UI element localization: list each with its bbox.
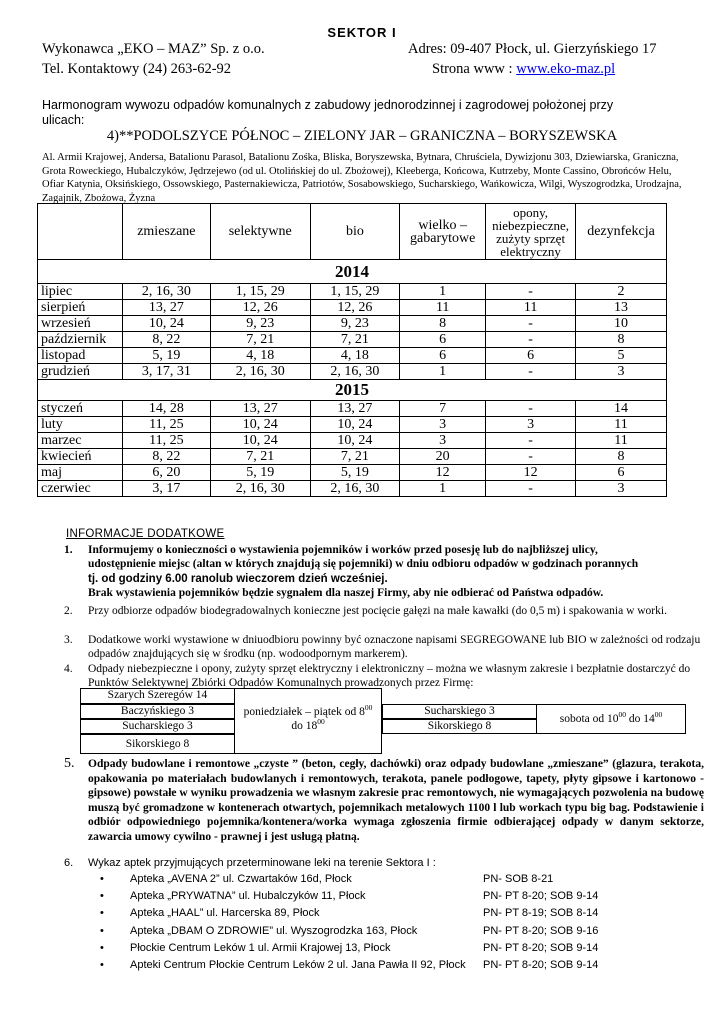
table-row xyxy=(38,300,667,316)
disinfection-cell: 11 xyxy=(576,417,667,433)
pszok-location: Sikorskiego 8 xyxy=(80,734,235,754)
bio-cell: 1, 15, 29 xyxy=(310,284,400,300)
hazardous-cell: - xyxy=(486,332,576,348)
hazardous-cell: - xyxy=(486,284,576,300)
selective-cell: 10, 24 xyxy=(210,433,310,449)
item-number: 4. xyxy=(64,663,73,675)
bio-cell: 2, 16, 30 xyxy=(310,364,400,380)
item-1-line-c: tj. od godziny 6.00 ranolub wieczorem dzień wcześniej. xyxy=(88,572,388,585)
item-2-text: Przy odbiorze odpadów biodegradowalnych konieczne jest pocięcie gałęzi na małe kawałki (do 0,5 m) i spakowania w worki. xyxy=(88,605,667,617)
pharmacy-item xyxy=(100,888,620,905)
selective-cell: 1, 15, 29 xyxy=(210,284,310,300)
mixed-cell: 3, 17 xyxy=(122,481,210,497)
selective-cell: 13, 27 xyxy=(210,401,310,417)
disinfection-cell: 14 xyxy=(576,401,667,417)
pharmacy-hours: PN- PT 8-20; SOB 9-14 xyxy=(483,890,599,903)
pszok-location: Sucharskiego 3 xyxy=(80,719,235,734)
selective-cell: 4, 18 xyxy=(210,348,310,364)
item-1-line-b: udostępnienie miejsc (altan w których znajdują się pojemniki) w dniu odbioru odpadów w godzinach porannych xyxy=(88,558,639,571)
disinfection-cell: 5 xyxy=(576,348,667,364)
pharmacy-name: Apteka „HAAL” ul. Harcerska 89, Płock xyxy=(130,907,320,920)
hazardous-cell: 6 xyxy=(486,348,576,364)
pharmacy-item xyxy=(100,871,620,888)
info-item-6 xyxy=(64,856,704,870)
bulky-cell: 6 xyxy=(400,348,486,364)
intro-line-1: Harmonogram wywozu odpadów komunalnych z zabudowy jednorodzinnej i zagrodowej położonej przy xyxy=(42,98,614,112)
header-month xyxy=(38,204,123,260)
pszok-location: Szarych Szeregów 14 xyxy=(80,688,235,704)
mixed-cell: 10, 24 xyxy=(122,316,210,332)
disinfection-cell: 8 xyxy=(576,332,667,348)
pharmacy-name: Apteka „PRYWATNA” ul. Hubalczyków 11, Płock xyxy=(130,890,366,903)
header-mixed: zmieszane xyxy=(122,204,210,260)
disinfection-cell: 2 xyxy=(576,284,667,300)
hazardous-cell: 12 xyxy=(486,465,576,481)
item-number: 5. xyxy=(64,756,75,771)
bulky-cell: 1 xyxy=(400,364,486,380)
month-cell: maj xyxy=(38,465,123,481)
table-row xyxy=(38,284,667,300)
mixed-cell: 5, 19 xyxy=(122,348,210,364)
pharmacy-name: Apteki Centrum Płockie Centrum Leków 2 ul. Jana Pawła II 92, Płock xyxy=(130,959,466,971)
month-cell: październik xyxy=(38,332,123,348)
bio-cell: 13, 27 xyxy=(310,401,400,417)
bio-cell: 2, 16, 30 xyxy=(310,481,400,497)
contact-phone: Tel. Kontaktowy (24) 263-62-92 xyxy=(42,61,232,77)
bulky-cell: 7 xyxy=(400,401,486,417)
selective-cell: 2, 16, 30 xyxy=(210,364,310,380)
bullet-icon: • xyxy=(100,941,104,954)
pszok-location: Baczyńskiego 3 xyxy=(80,704,235,719)
info-item-1 xyxy=(64,543,704,600)
disinfection-cell: 13 xyxy=(576,300,667,316)
bulky-cell: 8 xyxy=(400,316,486,332)
table-row xyxy=(38,316,667,332)
header-selective: selektywne xyxy=(210,204,310,260)
disinfection-cell: 8 xyxy=(576,449,667,465)
bio-cell: 12, 26 xyxy=(310,300,400,316)
header-bio: bio xyxy=(310,204,400,260)
selective-cell: 10, 24 xyxy=(210,417,310,433)
info-item-4 xyxy=(64,662,704,691)
pharmacy-name: Płockie Centrum Leków 1 ul. Armii Krajowej 13, Płock xyxy=(130,941,391,954)
hazardous-cell: - xyxy=(486,449,576,465)
info-item-3 xyxy=(64,633,704,662)
bullet-icon: • xyxy=(100,907,104,920)
mixed-cell: 11, 25 xyxy=(122,433,210,449)
bullet-icon: • xyxy=(100,873,104,885)
sector-title: SEKTOR I xyxy=(327,25,397,40)
collection-schedule-table xyxy=(37,203,667,497)
bulky-cell: 12 xyxy=(400,465,486,481)
item-1-line-a: Informujemy o konieczności o wystawienia pojemników i worków przed posesję lub do najbliższej ulicy, xyxy=(88,544,598,556)
pszok-saturday-hours: sobota od $10^{00}$ do $14^{00}$ xyxy=(536,704,686,734)
month-cell: wrzesień xyxy=(38,316,123,332)
bio-cell: 4, 18 xyxy=(310,348,400,364)
table-row xyxy=(38,449,667,465)
item-number: 3. xyxy=(64,634,73,646)
bulky-cell: 11 xyxy=(400,300,486,316)
website-link[interactable]: www.eko-maz.pl xyxy=(516,61,616,77)
year-label: 2015 xyxy=(38,380,667,401)
disinfection-cell: 3 xyxy=(576,364,667,380)
hazardous-cell: - xyxy=(486,433,576,449)
bulky-cell: 6 xyxy=(400,332,486,348)
month-cell: sierpień xyxy=(38,300,123,316)
hazardous-cell: 11 xyxy=(486,300,576,316)
pszok-location: Sikorskiego 8 xyxy=(382,719,537,734)
disinfection-cell: 10 xyxy=(576,316,667,332)
bio-cell: 10, 24 xyxy=(310,417,400,433)
month-cell: listopad xyxy=(38,348,123,364)
bulky-cell: 1 xyxy=(400,284,486,300)
table-row xyxy=(38,433,667,449)
bio-cell: 9, 23 xyxy=(310,316,400,332)
bio-cell: 7, 21 xyxy=(310,449,400,465)
pharmacy-hours: PN- PT 8-20; SOB 9-14 xyxy=(483,959,599,971)
disinfection-cell: 3 xyxy=(576,481,667,497)
bio-cell: 10, 24 xyxy=(310,433,400,449)
pharmacy-hours: PN- PT 8-20; SOB 9-14 xyxy=(483,941,599,954)
month-cell: marzec xyxy=(38,433,123,449)
hazardous-cell: - xyxy=(486,481,576,497)
mixed-cell: 11, 25 xyxy=(122,417,210,433)
item-5-text: Odpady budowlane i remontowe „czyste ” (beton, cegły, dachówki) oraz odpady budowlane „zmieszane” (glazura, terakota, opakowania po materiałach budowlanych i remontowych, terakota, panele podłogowe, tapety, płyty gipsowe i kartonowo - gipsowe) powstałe w wyniku prowadzenia we własnym zakresie prac remontowych, nie wymagających pozwolenia na budowę muszą być gromadzone w kontenerach otwartych, pojemnikach metalowych 1100 l lub workach typu big bag. Podstawienie i odbiór odpowiedniego pojemnika/kontenera/worka wymaga zgłoszenia firmie odbierającej odpady w danym sektorze, zawarcia umowy cywilno - prawnej i jest usługą płatną. xyxy=(88,758,704,843)
selective-cell: 7, 21 xyxy=(210,332,310,348)
item-1-line-d: Brak wystawienia pojemników będzie sygnałem dla naszej Firmy, aby nie odbierać od Państwa odpadów. xyxy=(88,586,604,599)
pszok-location: Sucharskiego 3 xyxy=(382,704,537,719)
header-disinfection: dezynfekcja xyxy=(576,204,667,260)
pharmacy-item xyxy=(100,923,620,940)
hazardous-cell: - xyxy=(486,316,576,332)
pharmacy-hours: PN- PT 8-20; SOB 9-16 xyxy=(483,924,599,937)
route-title: 4)**PODOLSZYCE PÓŁNOC – ZIELONY JAR – GRANICZNA – BORYSZEWSKA xyxy=(106,128,618,144)
pharmacy-item xyxy=(100,905,620,922)
hazardous-cell: 3 xyxy=(486,417,576,433)
bulky-cell: 1 xyxy=(400,481,486,497)
item-number: 1. xyxy=(64,544,73,556)
month-cell: kwiecień xyxy=(38,449,123,465)
table-row xyxy=(38,364,667,380)
month-cell: grudzień xyxy=(38,364,123,380)
table-header-row xyxy=(38,204,667,260)
info-title: INFORMACJE DODATKOWE xyxy=(66,528,225,540)
month-cell: lipiec xyxy=(38,284,123,300)
mixed-cell: 14, 28 xyxy=(122,401,210,417)
item-4-text: Odpady niebezpieczne i opony, zużyty sprzęt elektryczny i elektroniczny – można we własnym zakresie i bezpłatnie dostarczyć do Punktów Selektywnej Zbiórki Odpadów Komunalnych prowadzonych przez Firmę: xyxy=(88,663,691,690)
month-cell: czerwiec xyxy=(38,481,123,497)
bio-cell: 7, 21 xyxy=(310,332,400,348)
street-list: Al. Armii Krajowej, Andersa, Batalionu Parasol, Batalionu Zośka, Bliska, Boryszewska, Bytnara, Chruściela, Dywizjonu 303, Dziewiarska, Graniczna, Grota Roweckiego, Hubalczyków, Jędrzejewo (od ul. Otolińskiej do ul. Zbożowej), Kleeberga, Końcowa, Kutrzeby, Monte Cassino, Obrońców Helu, Ofiar Katynia, Oksińskiego, Ossowskiego, Pasternakiewicza, Patriotów, Sosabowskiego, Sucharskiego, Wańkowicza, Wilgi, Wyszogrodzka, Urodzajna, Zagajnik, Zbożowa, Żyzna xyxy=(42,152,682,204)
contractor-address: Adres: 09-407 Płock, ul. Gierzyńskiego 17 xyxy=(408,41,657,57)
hazardous-cell: - xyxy=(486,401,576,417)
pharmacy-name: Apteka „DBAM O ZDROWIE” ul. Wyszogrodzka 163, Płock xyxy=(130,924,418,937)
pszok-weekday-hours: poniedziałek – piątek od $8^{00}$ do $18^{00}$ xyxy=(234,688,382,754)
mixed-cell: 2, 16, 30 xyxy=(122,284,210,300)
table-row xyxy=(38,332,667,348)
month-cell: styczeń xyxy=(38,401,123,417)
pharmacy-item xyxy=(100,940,620,957)
selective-cell: 5, 19 xyxy=(210,465,310,481)
bullet-icon: • xyxy=(100,959,104,971)
pharmacy-hours: PN- SOB 8-21 xyxy=(483,873,554,885)
table-row xyxy=(38,401,667,417)
bullet-icon: • xyxy=(100,924,104,937)
header-bulky: wielko – gabarytowe xyxy=(400,204,486,260)
info-item-2 xyxy=(64,604,704,618)
item-6-text: Wykaz aptek przyjmujących przeterminowane leki na terenie Sektora I : xyxy=(88,857,436,869)
item-number: 2. xyxy=(64,605,73,617)
selective-cell: 12, 26 xyxy=(210,300,310,316)
bulky-cell: 3 xyxy=(400,417,486,433)
mixed-cell: 3, 17, 31 xyxy=(122,364,210,380)
selective-cell: 2, 16, 30 xyxy=(210,481,310,497)
mixed-cell: 6, 20 xyxy=(122,465,210,481)
bulky-cell: 3 xyxy=(400,433,486,449)
website-line xyxy=(432,61,615,78)
pharmacy-hours: PN- PT 8-19; SOB 8-14 xyxy=(483,907,599,920)
mixed-cell: 13, 27 xyxy=(122,300,210,316)
table-row xyxy=(38,417,667,433)
month-cell: luty xyxy=(38,417,123,433)
selective-cell: 7, 21 xyxy=(210,449,310,465)
website-label: Strona www : xyxy=(432,61,517,77)
header-hazardous: opony, niebezpieczne, zużyty sprzęt elektryczny xyxy=(486,204,576,260)
contractor-name: Wykonawca „EKO – MAZ” Sp. z o.o. xyxy=(42,41,265,57)
year-row xyxy=(38,380,667,401)
pharmacy-name: Apteka „AVENA 2” ul. Czwartaków 16d, Płock xyxy=(130,873,352,885)
disinfection-cell: 11 xyxy=(576,433,667,449)
year-row xyxy=(38,260,667,284)
intro-line-2: ulicach: xyxy=(42,113,85,127)
bullet-icon: • xyxy=(100,890,104,903)
mixed-cell: 8, 22 xyxy=(122,332,210,348)
info-item-5 xyxy=(64,757,704,845)
disinfection-cell: 6 xyxy=(576,465,667,481)
table-row xyxy=(38,481,667,497)
hazardous-cell: - xyxy=(486,364,576,380)
bulky-cell: 20 xyxy=(400,449,486,465)
bio-cell: 5, 19 xyxy=(310,465,400,481)
selective-cell: 9, 23 xyxy=(210,316,310,332)
item-number: 6. xyxy=(64,857,74,869)
year-label: 2014 xyxy=(38,260,667,284)
pharmacy-item xyxy=(100,957,620,974)
table-row xyxy=(38,465,667,481)
table-row xyxy=(38,348,667,364)
mixed-cell: 8, 22 xyxy=(122,449,210,465)
item-3-text: Dodatkowe worki wystawione w dniuodbioru powinny być oznaczone napisami SEGREGOWANE lub BIO w zależności od rodzaju odpadów znajdujących się w środku (np. wodoodpornym markerem). xyxy=(88,634,701,661)
